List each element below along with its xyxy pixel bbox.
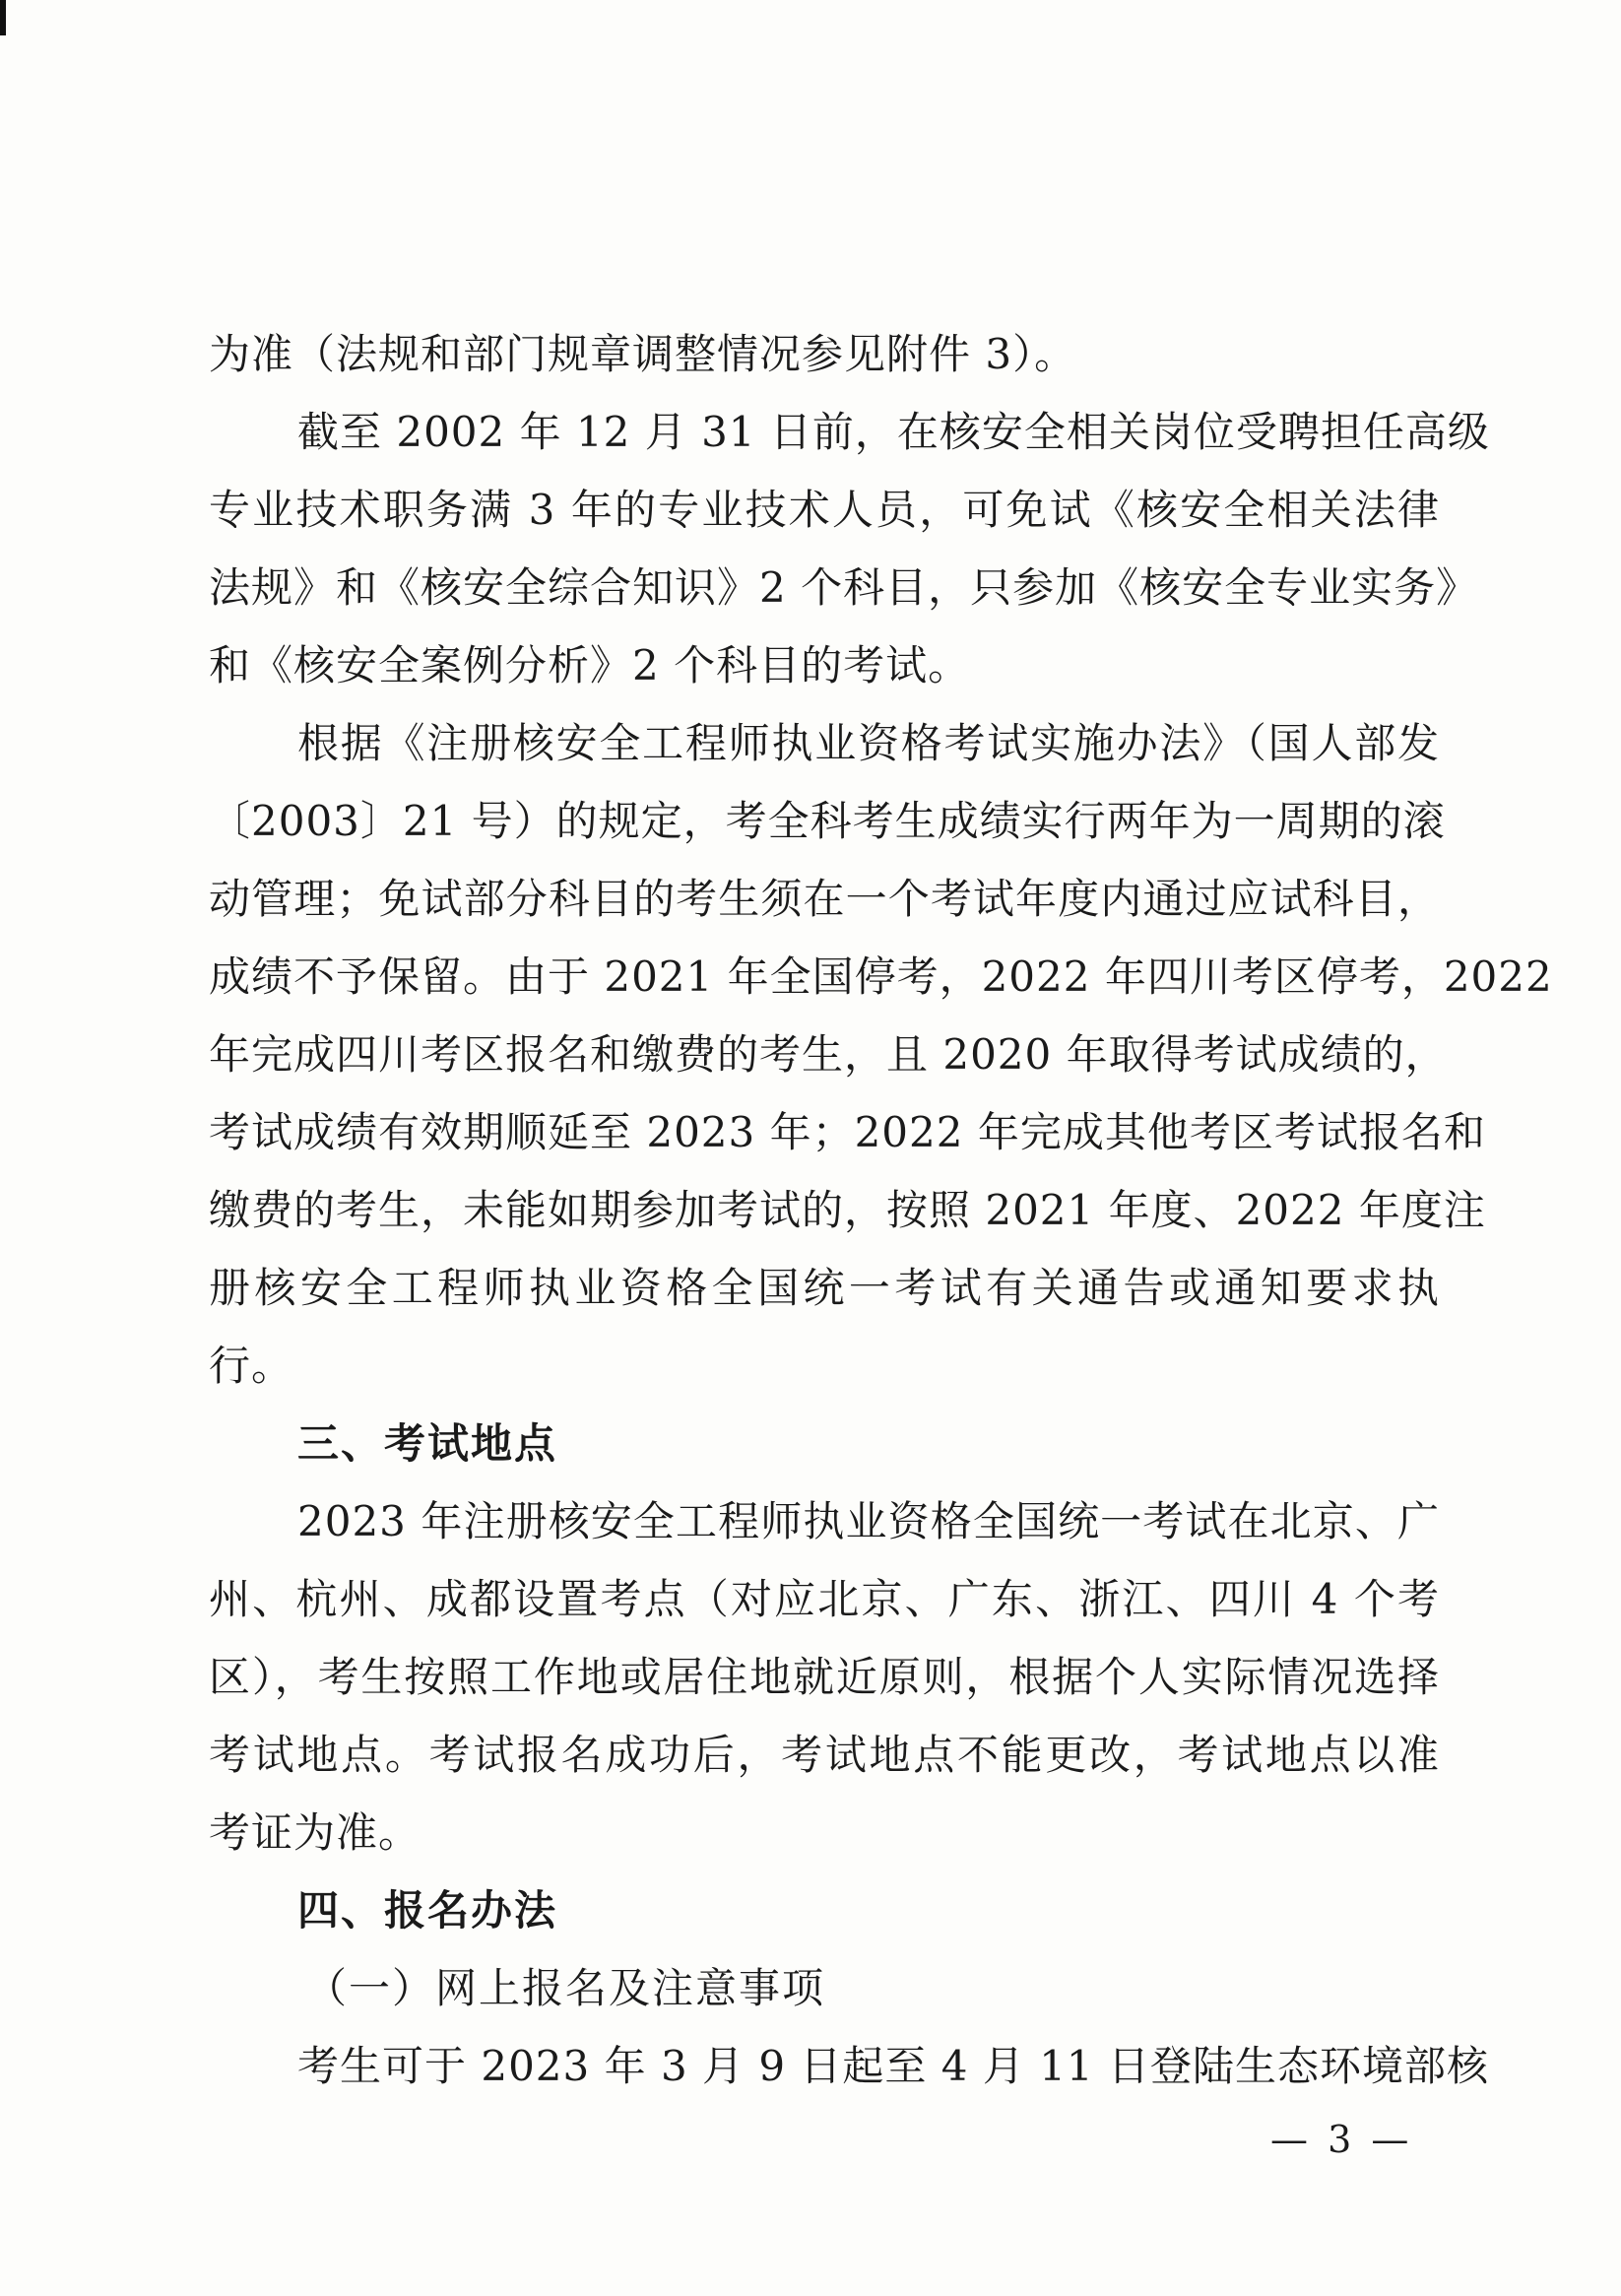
paragraph-line: 〔2003〕21 号）的规定，考全科考生成绩实行两年为一周期的滚 xyxy=(209,797,1446,845)
paragraph-line: 考证为准。 xyxy=(209,1808,421,1857)
subsection-heading-online-registration: （一）网上报名及注意事项 xyxy=(305,1964,826,2012)
paragraph-line: 法规》和《核安全综合知识》2 个科目，只参加《核安全专业实务》 xyxy=(209,563,1479,612)
paragraph-line: 行。 xyxy=(209,1342,294,1390)
paragraph-line: 2023 年注册核安全工程师执业资格全国统一考试在北京、广 xyxy=(297,1497,1440,1545)
document-body xyxy=(209,315,1553,2105)
paragraph-line: 年完成四川考区报名和缴费的考生，且 2020 年取得考试成绩的， xyxy=(209,1030,1448,1079)
section-heading-exam-location: 三、考试地点 xyxy=(297,1419,558,1468)
paragraph-line: 州、杭州、成都设置考点（对应北京、广东、浙江、四川 4 个考 xyxy=(209,1575,1440,1623)
page-number: — 3 — xyxy=(1270,2118,1413,2161)
paragraph-line: 考生可于 2023 年 3 月 9 日起至 4 月 11 日登陆生态环境部核 xyxy=(297,2042,1490,2090)
paragraph-line: 和《核安全案例分析》2 个科目的考试。 xyxy=(209,641,971,689)
paragraph-line: 考试成绩有效期顺延至 2023 年；2022 年完成其他考区考试报名和 xyxy=(209,1108,1486,1156)
paragraph-line: 截至 2002 年 12 月 31 日前，在核安全相关岗位受聘担任高级 xyxy=(297,408,1490,456)
scan-corner-mark xyxy=(0,0,6,35)
paragraph-line: 册核安全工程师执业资格全国统一考试有关通告或通知要求执 xyxy=(209,1264,1440,1312)
paragraph-line: 区），考生按照工作地或居住地就近原则，根据个人实际情况选择 xyxy=(209,1653,1440,1701)
paragraph-line: 考试地点。考试报名成功后，考试地点不能更改，考试地点以准 xyxy=(209,1731,1440,1779)
paragraph-line: 缴费的考生，未能如期参加考试的，按照 2021 年度、2022 年度注 xyxy=(209,1186,1486,1234)
paragraph-line: 专业技术职务满 3 年的专业技术人员，可免试《核安全相关法律 xyxy=(209,486,1440,534)
paragraph-line: 根据《注册核安全工程师执业资格考试实施办法》（国人部发 xyxy=(297,719,1440,767)
paragraph-line: 成绩不予保留。由于 2021 年全国停考，2022 年四川考区停考，2022 xyxy=(209,952,1553,1001)
paragraph-line: 为准（法规和部门规章调整情况参见附件 3）。 xyxy=(209,330,1077,378)
paragraph-line: 动管理；免试部分科目的考生须在一个考试年度内通过应试科目， xyxy=(209,875,1440,923)
section-heading-registration: 四、报名办法 xyxy=(297,1886,558,1935)
